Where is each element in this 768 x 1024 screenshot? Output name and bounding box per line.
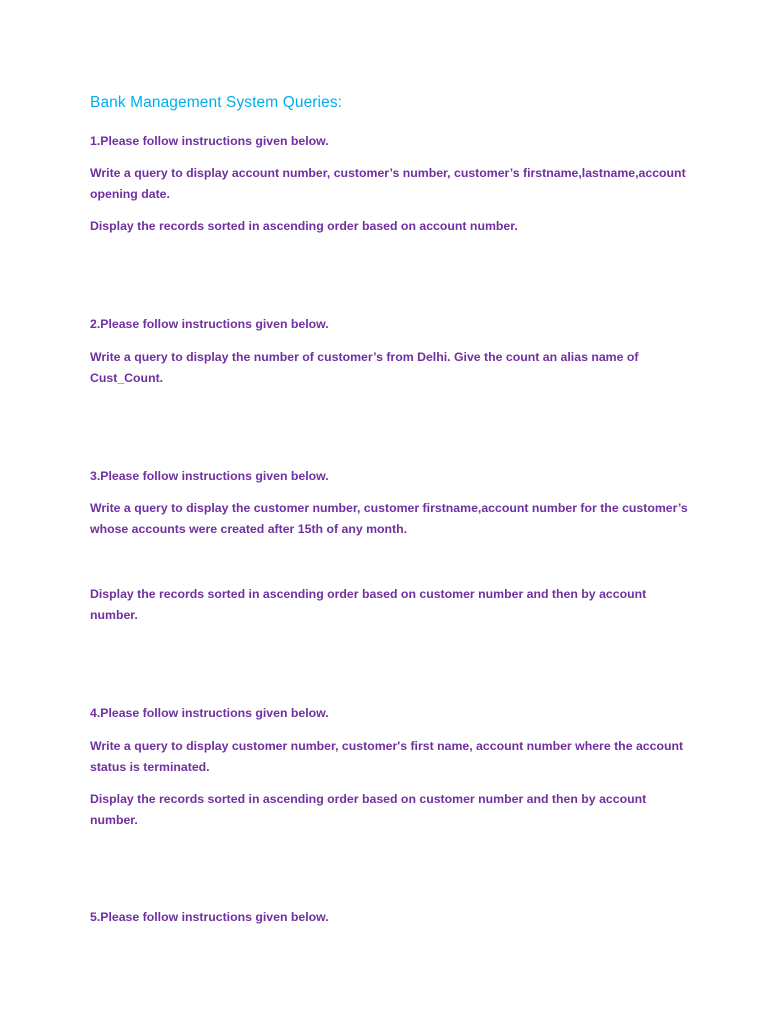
query-1-instruction: Write a query to display account number, customer’s number, customer’s firstname,lastname,account opening date.: [90, 166, 686, 201]
query-4-instruction: Write a query to display customer number, customer's first name, account number where the account status is terminated.: [90, 739, 684, 774]
query-2-instruction: Write a query to display the number of customer’s from Delhi. Give the count an alias name of Cust_Count.: [90, 350, 639, 385]
query-1-sort-instruction: Display the records sorted in ascending order based on account number.: [90, 219, 518, 233]
query-3-instruction: Write a query to display the customer number, customer firstname,account number for the customer’s whose accounts were created after 15th of any month.: [90, 501, 688, 536]
query-1-heading: 1.Please follow instructions given below.: [90, 134, 329, 148]
query-2-heading: 2.Please follow instructions given below.: [90, 317, 329, 331]
query-5-heading: 5.Please follow instructions given below.: [90, 910, 329, 924]
query-4-sort-instruction: Display the records sorted in ascending order based on customer number and then by account number.: [90, 792, 647, 827]
query-3-heading: 3.Please follow instructions given below.: [90, 469, 329, 483]
query-4-heading: 4.Please follow instructions given below.: [90, 706, 329, 720]
query-3-sort-instruction: Display the records sorted in ascending order based on customer number and then by account number.: [90, 587, 647, 622]
document-title: Bank Management System Queries:: [90, 94, 343, 111]
